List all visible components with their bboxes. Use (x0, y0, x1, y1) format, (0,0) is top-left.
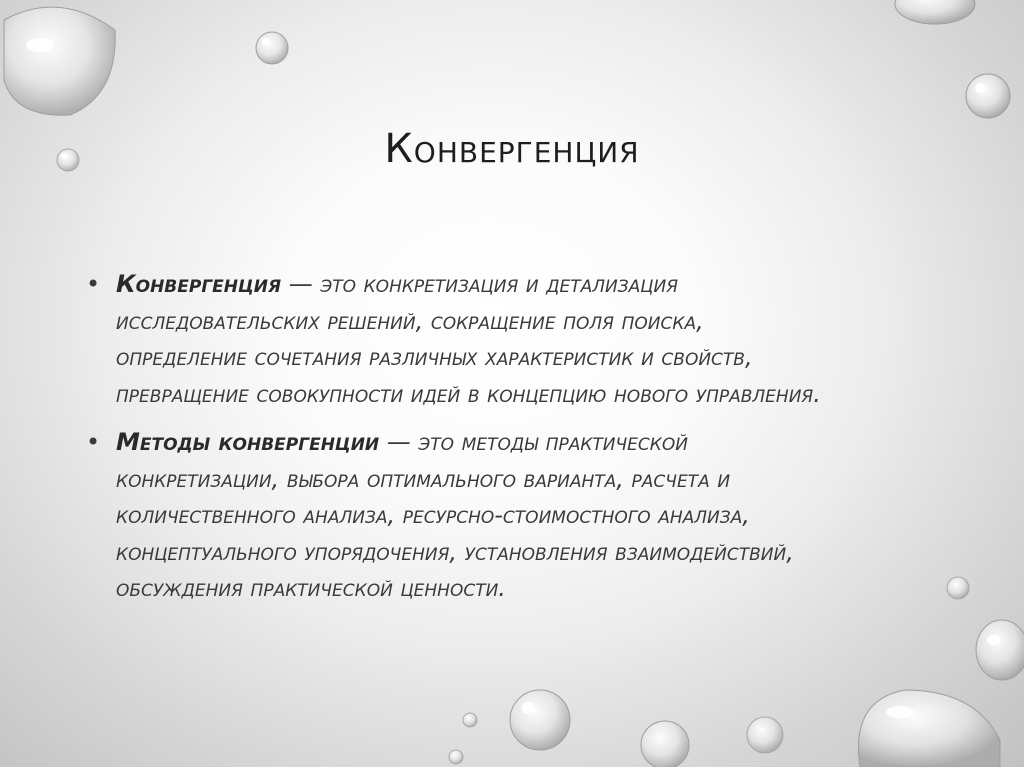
water-droplet-icon (641, 721, 689, 767)
bullet-mark: • (86, 428, 101, 456)
water-droplet-icon (4, 7, 115, 115)
water-droplet-icon (895, 0, 975, 24)
bullet-term: Методы конвергенции (116, 428, 380, 456)
bullet-item (86, 424, 826, 607)
water-droplet-icon (976, 620, 1024, 680)
bullet-text: — это конкретизация и детализация исследовательских решений, сокращение поля поиска, определение сочетания различных характеристик и свойств, превращение совокупности идей в концепцию нового управления. (116, 270, 821, 408)
water-droplet-icon (256, 32, 288, 64)
water-droplet-icon (858, 690, 1000, 767)
water-droplet-icon (510, 690, 570, 750)
water-droplet-icon (966, 74, 1010, 118)
water-droplet-icon (463, 713, 477, 727)
bullet-list (86, 266, 826, 619)
slide-title: Конвергенция (384, 126, 640, 172)
bullet-text: — это методы практической конкретизации, выбора оптимального варианта, расчета и количественного анализа, ресурсно-стоимостного анализа, концептуального упорядочения, установления взаимодействий, обсуждения практической ценности. (116, 428, 794, 602)
bullet-term: Конвергенция (116, 270, 282, 298)
bullet-mark: • (86, 270, 101, 298)
water-droplet-icon (449, 750, 463, 764)
water-droplet-icon (747, 717, 783, 753)
bullet-item (86, 266, 826, 412)
water-droplet-icon (947, 577, 969, 599)
